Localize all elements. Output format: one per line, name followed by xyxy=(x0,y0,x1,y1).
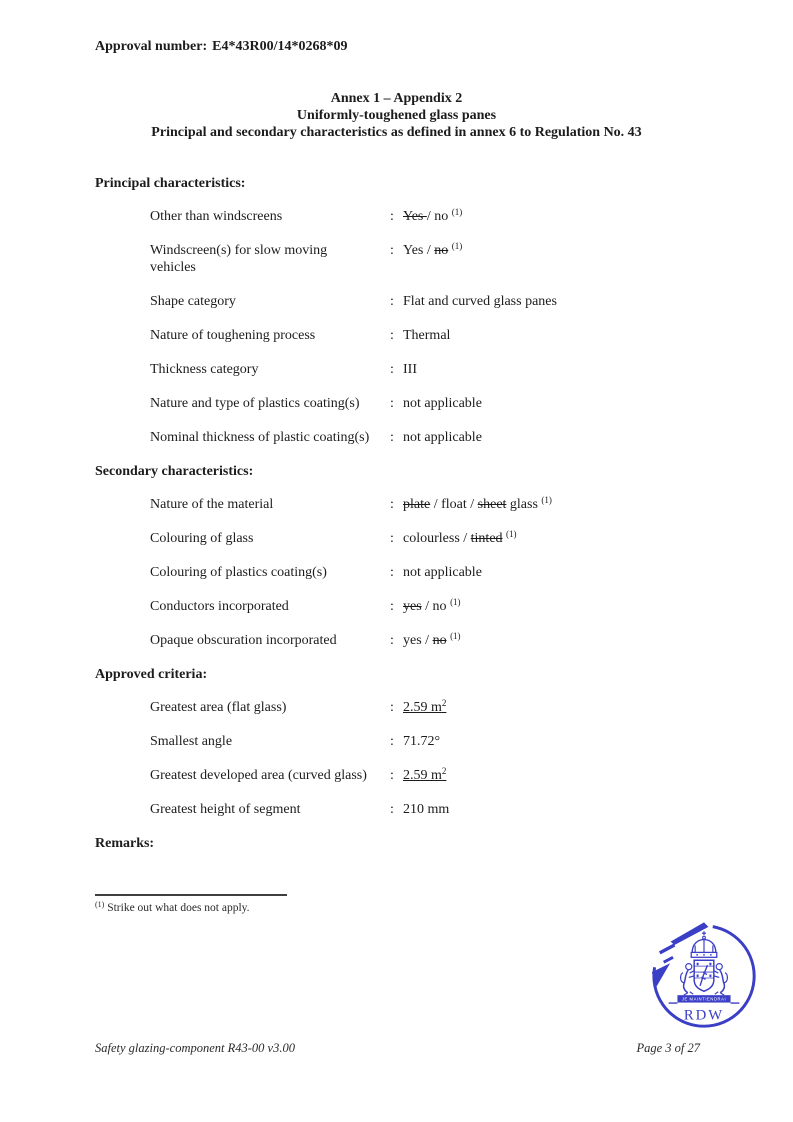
footnote-separator xyxy=(95,894,287,896)
characteristic-row xyxy=(150,496,793,513)
value-segment: yes / xyxy=(403,633,433,648)
row-value xyxy=(403,327,450,344)
sections xyxy=(95,175,793,818)
row-value xyxy=(403,733,440,750)
section xyxy=(95,666,793,818)
footnote-text: Strike out what does not apply. xyxy=(107,902,250,914)
row-label: Nature of toughening process xyxy=(150,328,316,343)
footnote-ref: (1) xyxy=(450,631,461,641)
page-footer xyxy=(95,1041,700,1056)
characteristic-row xyxy=(150,801,793,818)
characteristic-row xyxy=(150,699,793,716)
struck-value-segment: tinted xyxy=(470,531,503,546)
characteristic-row xyxy=(150,293,793,310)
rdw-logo-icon xyxy=(645,917,763,1035)
row-colon: : xyxy=(390,209,394,224)
value-segment: 2.59 m xyxy=(403,700,442,715)
row-value xyxy=(403,429,482,446)
row-value xyxy=(403,801,449,818)
title-line-annex: Annex 1 – Appendix 2 xyxy=(330,91,463,106)
row-colon: : xyxy=(390,243,394,258)
row-label: Windscreen(s) for slow moving vehicles xyxy=(150,243,328,275)
value-segment: Flat and curved glass panes xyxy=(403,294,557,309)
row-label: Shape category xyxy=(150,294,236,309)
remarks-heading: Remarks: xyxy=(95,836,155,851)
characteristic-row xyxy=(150,208,793,225)
row-value xyxy=(403,699,446,716)
characteristic-row xyxy=(150,767,793,784)
footnote-ref: (1) xyxy=(451,207,463,217)
footer-page-number: Page 3 of 27 xyxy=(636,1041,700,1055)
row-label: Other than windscreens xyxy=(150,209,283,224)
footer-document-version: Safety glazing-component R43-00 v3.00 xyxy=(95,1041,295,1055)
row-colon: : xyxy=(390,802,394,817)
characteristic-row xyxy=(150,530,793,547)
value-segment: not applicable xyxy=(403,565,482,580)
row-value xyxy=(403,293,557,310)
title-line-subject: Uniformly-toughened glass panes xyxy=(296,108,497,123)
characteristic-row xyxy=(150,598,793,615)
section-heading: Approved criteria: xyxy=(95,667,208,682)
row-label: Thickness category xyxy=(150,362,259,377)
value-segment: Thermal xyxy=(403,328,451,343)
characteristic-row xyxy=(150,733,793,750)
document-title xyxy=(0,90,793,141)
row-colon: : xyxy=(390,565,394,580)
row-value xyxy=(403,598,461,615)
row-label: Smallest angle xyxy=(150,734,233,749)
characteristic-row xyxy=(150,564,793,581)
row-colon: : xyxy=(390,396,394,411)
struck-value-segment: yes xyxy=(403,599,422,614)
row-label: Nature and type of plastics coating(s) xyxy=(150,396,360,411)
footnote-ref: (1) xyxy=(506,529,517,539)
row-colon: : xyxy=(390,328,394,343)
row-label: Conductors incorporated xyxy=(150,599,289,614)
rdw-logo-stamp xyxy=(645,917,763,1035)
value-segment: not applicable xyxy=(403,396,482,411)
row-colon: : xyxy=(390,497,394,512)
characteristic-row xyxy=(150,395,793,412)
value-segment: not applicable xyxy=(403,430,482,445)
value-segment: glass xyxy=(506,497,542,512)
row-colon: : xyxy=(390,531,394,546)
struck-value-segment: no xyxy=(432,633,447,648)
row-value xyxy=(403,208,462,225)
struck-value-segment: no xyxy=(434,243,449,258)
characteristic-row xyxy=(150,327,793,344)
value-segment: 210 mm xyxy=(403,802,450,817)
value-segment: colourless / xyxy=(403,531,471,546)
row-colon: : xyxy=(390,430,394,445)
row-colon: : xyxy=(390,633,394,648)
approval-number-line xyxy=(95,39,793,55)
footnote-marker: (1) xyxy=(95,900,105,909)
footnote-ref: 2 xyxy=(441,698,447,708)
rdw-motto-text: JE MAINTIENDRAI xyxy=(681,996,727,1002)
value-segment: 71.72° xyxy=(403,734,441,749)
section-heading: Principal characteristics: xyxy=(95,176,246,191)
section xyxy=(95,463,793,649)
footnote-ref: (1) xyxy=(450,597,461,607)
footnote-ref: 2 xyxy=(441,766,447,776)
value-segment: / no xyxy=(421,599,451,614)
row-value xyxy=(403,496,552,513)
row-label: Greatest height of segment xyxy=(150,802,301,817)
approval-number-value: E4*43R00/14*0268*09 xyxy=(212,39,348,54)
row-colon: : xyxy=(390,700,394,715)
characteristic-row xyxy=(150,429,793,446)
row-label: Nature of the material xyxy=(150,497,274,512)
row-label: Colouring of glass xyxy=(150,531,254,546)
value-segment: Yes / xyxy=(403,243,435,258)
value-segment: 2.59 m xyxy=(403,768,442,783)
row-value xyxy=(403,242,462,259)
section-heading: Secondary characteristics: xyxy=(95,464,254,479)
row-colon: : xyxy=(390,362,394,377)
rdw-wordmark: RDW xyxy=(683,1007,725,1024)
row-value xyxy=(403,395,482,412)
row-value xyxy=(403,632,461,649)
row-value xyxy=(403,564,482,581)
row-label: Colouring of plastics coating(s) xyxy=(150,565,327,580)
row-label: Greatest developed area (curved glass) xyxy=(150,768,367,783)
characteristic-row xyxy=(150,361,793,378)
struck-value-segment: plate xyxy=(403,497,431,512)
row-colon: : xyxy=(390,768,394,783)
row-colon: : xyxy=(390,599,394,614)
row-value xyxy=(403,361,417,378)
value-segment: / no xyxy=(426,209,452,224)
row-label: Greatest area (flat glass) xyxy=(150,700,287,715)
row-label: Opaque obscuration incorporated xyxy=(150,633,337,648)
approval-number-label: Approval number: xyxy=(95,39,208,54)
value-segment: / float / xyxy=(430,497,478,512)
row-colon: : xyxy=(390,734,394,749)
row-value xyxy=(403,530,517,547)
footnote-ref: (1) xyxy=(541,495,552,505)
row-value xyxy=(403,767,446,784)
section xyxy=(95,175,793,446)
row-colon: : xyxy=(390,294,394,309)
row-label: Nominal thickness of plastic coating(s) xyxy=(150,430,370,445)
struck-value-segment: Yes xyxy=(403,209,427,224)
title-line-description: Principal and secondary characteristics as defined in annex 6 to Regulation No. 43 xyxy=(151,125,642,140)
characteristic-row xyxy=(150,632,793,649)
footnote-ref: (1) xyxy=(451,241,463,251)
footnote xyxy=(95,902,793,914)
struck-value-segment: sheet xyxy=(477,497,507,512)
characteristic-row xyxy=(150,242,793,276)
value-segment: III xyxy=(403,362,417,377)
